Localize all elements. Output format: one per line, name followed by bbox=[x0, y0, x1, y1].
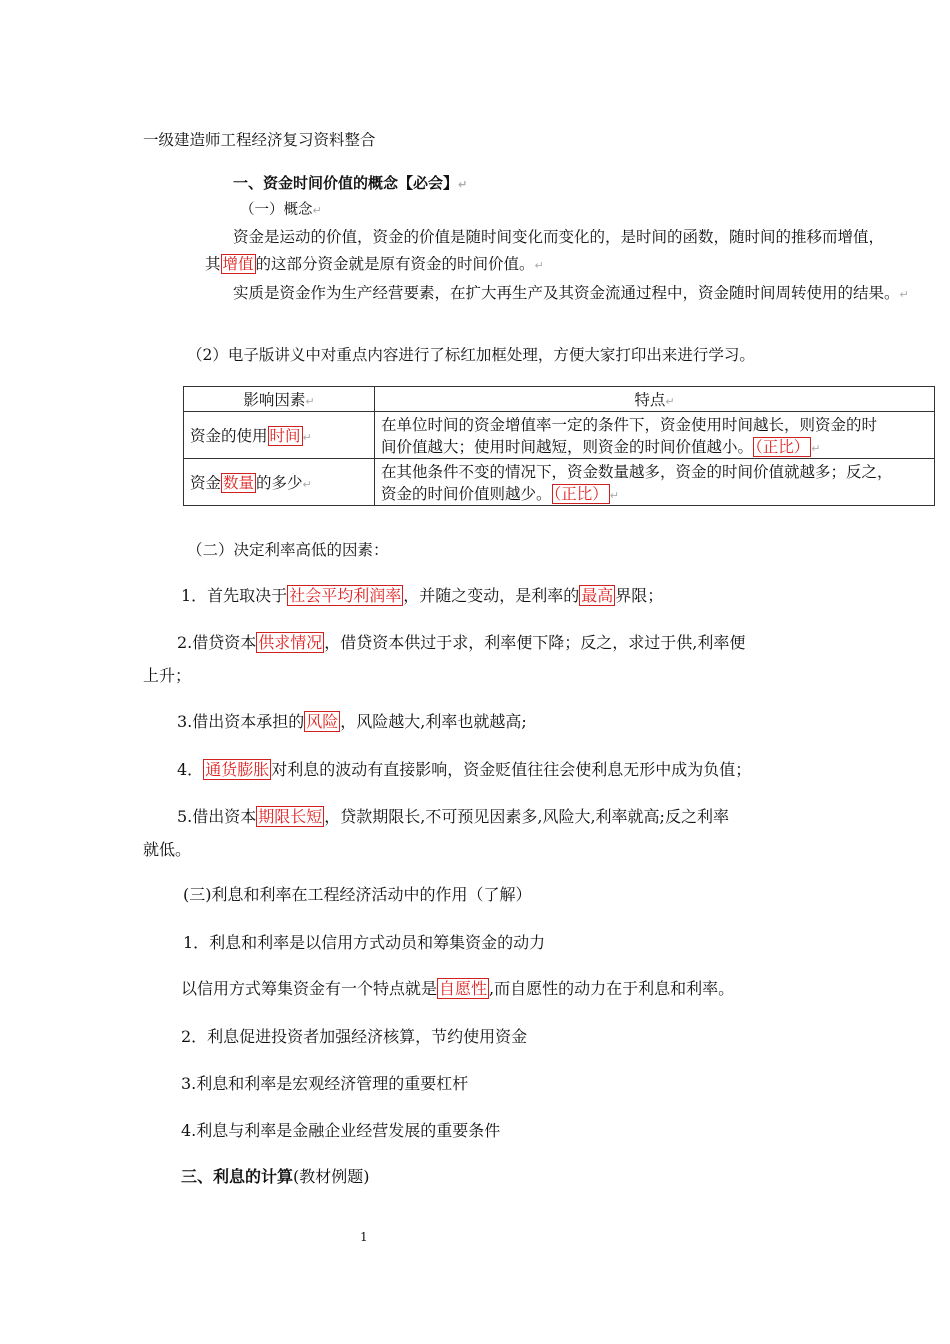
paragraph-mark-icon: ↵ bbox=[811, 442, 821, 455]
paragraph-mark-icon: ↵ bbox=[899, 288, 909, 301]
text-span: 1．首先取决于 bbox=[181, 586, 288, 605]
desc-line: 在其他条件不变的情况下，资金数量越多，资金的时间价值就越多；反之， bbox=[381, 463, 893, 481]
section2-item3 bbox=[177, 709, 527, 732]
paragraph-mark-icon: ↵ bbox=[302, 478, 312, 491]
table-header-factor bbox=[184, 387, 375, 412]
text-span: 资金的时间价值则越少。 bbox=[381, 485, 552, 503]
highlight-shehui: 社会平均利润率 bbox=[289, 586, 402, 605]
tag-zhengbi: （正比） bbox=[553, 485, 608, 503]
section3-item2: 2．利息促进投资者加强经济核算，节约使用资金 bbox=[181, 1027, 528, 1046]
section3-item3: 3.利息和利率是宏观经济管理的重要杠杆 bbox=[181, 1074, 469, 1093]
section2-heading: （二）决定利率高低的因素： bbox=[187, 541, 389, 559]
section1-heading-text: 一、资金时间价值的概念【必会】 bbox=[233, 174, 459, 192]
text-span: 间价值越大；使用时间越短，则资金的时间价值越小。 bbox=[381, 438, 754, 456]
factor-table bbox=[183, 386, 935, 506]
text-span: 界限； bbox=[615, 586, 664, 605]
text-span: 5.借出资本 bbox=[177, 807, 257, 826]
section1-para2 bbox=[233, 281, 909, 303]
text-span: ，并随之变动，是利率的 bbox=[403, 586, 580, 605]
section4-heading bbox=[181, 1164, 370, 1187]
text-span: ，贷款期限长,不可预见因素多,风险大,利率就高;反之利率 bbox=[324, 807, 729, 826]
table-cell-factor bbox=[184, 459, 375, 506]
text-span: 资金的使用 bbox=[190, 427, 268, 445]
section3-item1-sub bbox=[181, 976, 734, 999]
page-number: 1 bbox=[360, 1230, 368, 1244]
text-span: 对利息的波动有直接影响，资金贬值往往会使利息无形中成为负值； bbox=[271, 760, 752, 779]
tag-zhengbi: （正比） bbox=[755, 438, 810, 456]
text-span: 三、利息的计算 bbox=[181, 1167, 294, 1186]
text-span: (教材例题) bbox=[293, 1167, 370, 1186]
table-cell-desc bbox=[375, 412, 935, 459]
text-span: 的多少 bbox=[256, 474, 303, 492]
text-span: 4． bbox=[177, 760, 204, 779]
highlight-shijian: 时间 bbox=[269, 427, 301, 445]
note-text: （2）电子版讲义中对重点内容进行了标红加框处理，方便大家打印出来进行学习。 bbox=[187, 346, 755, 364]
highlight-shuliang: 数量 bbox=[223, 474, 255, 492]
section1-sub bbox=[240, 198, 322, 219]
paragraph-mark-icon: ↵ bbox=[609, 489, 619, 502]
text-span: 以信用方式筹集资金有一个特点就是 bbox=[181, 979, 438, 998]
desc-line bbox=[381, 482, 928, 504]
section2-item5-cont: 就低。 bbox=[143, 840, 192, 859]
table-row-cutoff bbox=[184, 506, 935, 507]
desc-line: 在单位时间的资金增值率一定的条件下，资金使用时间越长，则资金的时 bbox=[381, 416, 878, 434]
section1-para2-text: 实质是资金作为生产经营要素，在扩大再生产及其资金流通过程中，资金随时间周转使用的结果。 bbox=[233, 284, 900, 302]
highlight-zengzhi: 增值 bbox=[222, 255, 254, 273]
table-cell-factor bbox=[184, 412, 375, 459]
table-row bbox=[184, 412, 935, 459]
highlight-ziyuan: 自愿性 bbox=[439, 979, 488, 998]
header-text: 特点 bbox=[634, 391, 666, 409]
paragraph-mark-icon: ↵ bbox=[458, 178, 468, 191]
section1-heading bbox=[233, 172, 467, 193]
paragraph-mark-icon: ↵ bbox=[312, 204, 322, 217]
section2-item2 bbox=[177, 630, 745, 653]
section1-para1b bbox=[205, 252, 544, 274]
table-header-feature bbox=[375, 387, 935, 412]
highlight-tonghuo: 通货膨胀 bbox=[205, 760, 270, 779]
table-header-row bbox=[184, 387, 935, 412]
highlight-gongqiu: 供求情况 bbox=[258, 633, 323, 652]
section2-item2-cont: 上升； bbox=[143, 666, 192, 685]
header-text: 影响因素 bbox=[243, 391, 306, 409]
text-span: 其 bbox=[205, 255, 221, 273]
section3-item1: 1．利息和利率是以信用方式动员和筹集资金的动力 bbox=[183, 933, 546, 952]
section1-para1a: 资金是运动的价值，资金的价值是随时间变化而变化的，是时间的函数，随时间的推移而增值， bbox=[233, 228, 885, 246]
section3-item4: 4.利息与利率是金融企业经营发展的重要条件 bbox=[181, 1121, 501, 1140]
paragraph-mark-icon: ↵ bbox=[305, 395, 315, 408]
section2-item1 bbox=[181, 583, 663, 606]
highlight-fengxian: 风险 bbox=[306, 712, 339, 731]
text-span: 资金 bbox=[190, 474, 222, 492]
table-cell bbox=[375, 506, 935, 507]
text-span: ，风险越大,利率也就越高; bbox=[340, 712, 527, 731]
section1-sub-text: （一）概念 bbox=[240, 202, 313, 218]
paragraph-mark-icon: ↵ bbox=[534, 259, 544, 272]
doc-title: 一级建造师工程经济复习资料整合 bbox=[143, 131, 376, 149]
highlight-qixian: 期限长短 bbox=[258, 807, 323, 826]
table-cell-desc bbox=[375, 459, 935, 506]
factor-table-clip bbox=[178, 380, 948, 506]
text-span: ,而自愿性的动力在于利息和利率。 bbox=[489, 979, 735, 998]
section2-item5 bbox=[177, 804, 729, 827]
table-row bbox=[184, 459, 935, 506]
paragraph-mark-icon: ↵ bbox=[665, 395, 675, 408]
section2-item4 bbox=[177, 757, 751, 780]
table-cell bbox=[184, 506, 375, 507]
highlight-zuigao: 最高 bbox=[581, 586, 614, 605]
text-span: 3.借出资本承担的 bbox=[177, 712, 305, 731]
text-span: 的这部分资金就是原有资金的时间价值。 bbox=[255, 255, 535, 273]
section3-heading: (三)利息和利率在工程经济活动中的作用（了解） bbox=[183, 885, 532, 904]
paragraph-mark-icon: ↵ bbox=[302, 431, 312, 444]
text-span: ，借贷资本供过于求，利率便下降；反之，求过于供,利率便 bbox=[324, 633, 746, 652]
desc-line bbox=[381, 435, 928, 457]
text-span: 2.借贷资本 bbox=[177, 633, 257, 652]
